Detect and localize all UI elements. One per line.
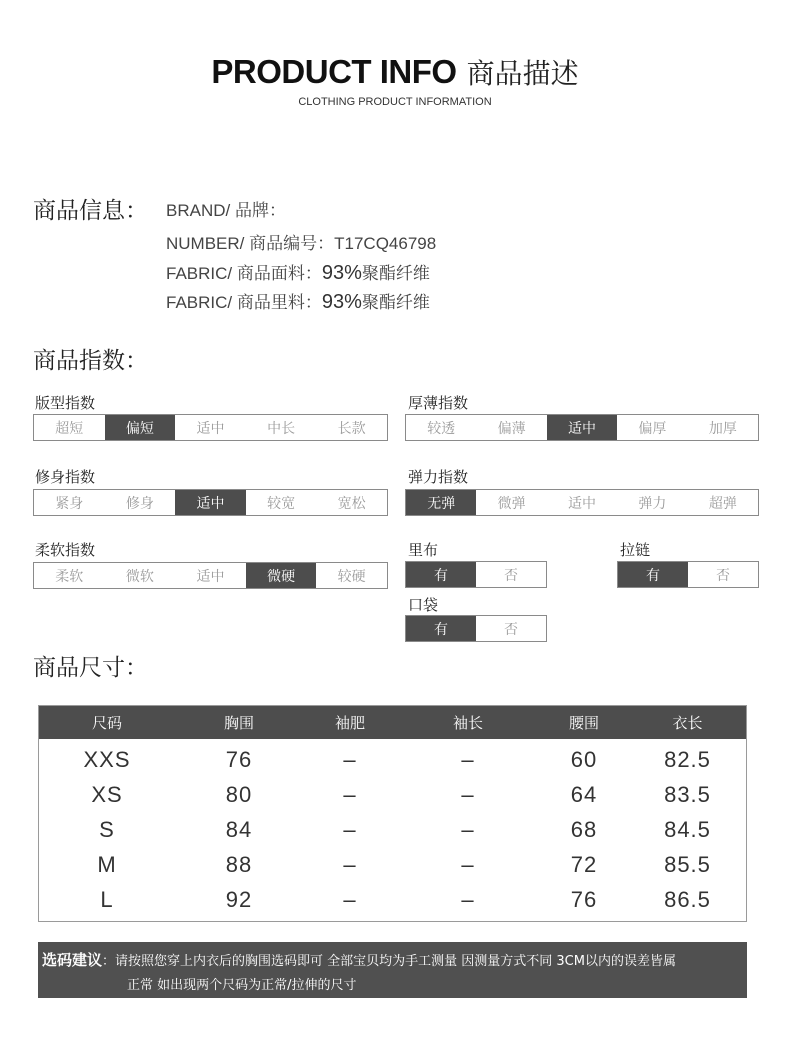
elastic-option: 适中 <box>568 495 597 512</box>
table-cell: – <box>461 746 475 772</box>
elastic-option: 微弹 <box>497 495 526 512</box>
thickness-option: 偏厚 <box>638 420 667 437</box>
sizes-title: 商品尺寸： <box>33 655 148 681</box>
table-cell: – <box>461 781 475 807</box>
table-cell: 80 <box>225 781 253 807</box>
lining-percent: 93% <box>321 291 362 313</box>
table-cell: – <box>343 781 357 807</box>
elastic-option: 超弹 <box>708 495 737 512</box>
table-cell: – <box>461 851 475 877</box>
zipper-option: 否 <box>716 567 730 584</box>
product-info-title: 商品信息： <box>33 198 148 224</box>
size-advice-box <box>38 942 747 998</box>
table-cell: 76 <box>225 746 253 772</box>
table-cell: 88 <box>225 851 253 877</box>
lining-label: FABRIC/ 商品里料： <box>166 293 322 312</box>
table-cell: 83.5 <box>664 781 711 807</box>
slim-index-label: 修身指数 <box>35 468 96 486</box>
column-header: 袖肥 <box>334 714 365 732</box>
fit-option: 偏短 <box>105 415 176 440</box>
table-cell: – <box>343 851 357 877</box>
table-cell: – <box>343 886 357 912</box>
brand-label: BRAND/ 品牌： <box>166 201 286 220</box>
lining-value: 聚酯纤维 <box>361 293 430 312</box>
column-header: 衣长 <box>672 714 703 732</box>
softness-option: 较硬 <box>337 568 366 585</box>
thickness-option: 偏薄 <box>497 420 526 437</box>
indices-title: 商品指数： <box>33 348 148 374</box>
number-line <box>166 229 436 254</box>
title-en: PRODUCT INFO <box>211 53 457 90</box>
softness-index-label: 柔软指数 <box>35 541 96 559</box>
thickness-option: 较透 <box>427 420 456 437</box>
zipper-option: 有 <box>618 562 688 587</box>
fabric-line <box>166 259 430 285</box>
softness-option: 适中 <box>196 568 225 585</box>
elastic-option: 无弹 <box>406 490 476 515</box>
table-cell: 86.5 <box>664 886 711 912</box>
fit-index-bar <box>33 414 388 441</box>
table-cell: – <box>461 886 475 912</box>
table-cell: 68 <box>570 816 598 842</box>
slim-option: 较宽 <box>267 495 296 512</box>
pocket-option: 否 <box>504 621 518 638</box>
slim-option: 适中 <box>175 490 246 515</box>
page-subtitle: CLOTHING PRODUCT INFORMATION <box>298 96 492 108</box>
elastic-index-label: 弹力指数 <box>408 468 469 486</box>
lining-index-label: 里布 <box>408 541 439 559</box>
slim-option: 宽松 <box>337 495 366 512</box>
slim-option: 修身 <box>125 495 154 512</box>
table-row <box>39 812 746 847</box>
fit-option: 长款 <box>337 420 366 437</box>
table-row <box>39 777 746 812</box>
column-header: 胸围 <box>223 714 254 732</box>
lining-option: 有 <box>406 562 476 587</box>
pocket-index-bar <box>405 615 547 642</box>
column-header: 尺码 <box>91 714 122 732</box>
slim-option: 紧身 <box>55 495 84 512</box>
fabric-percent: 93% <box>321 262 362 284</box>
softness-option: 柔软 <box>55 568 84 585</box>
table-cell: – <box>461 816 475 842</box>
table-cell: – <box>343 746 357 772</box>
fabric-label: FABRIC/ 商品面料： <box>166 264 322 283</box>
thickness-index-bar <box>405 414 759 441</box>
softness-option: 微硬 <box>246 563 317 588</box>
table-cell: 60 <box>570 746 598 772</box>
brand-line <box>166 196 286 221</box>
table-cell: 84.5 <box>664 816 711 842</box>
lining-line <box>166 288 430 314</box>
table-row <box>39 882 746 917</box>
pocket-option: 有 <box>406 616 476 641</box>
title-cn: 商品描述 <box>466 57 579 90</box>
table-cell: 72 <box>570 851 598 877</box>
elastic-option: 弹力 <box>638 495 667 512</box>
pocket-index-label: 口袋 <box>408 596 439 614</box>
size-table <box>38 705 747 922</box>
column-header: 袖长 <box>452 714 483 732</box>
table-cell: 82.5 <box>664 746 711 772</box>
table-cell: 92 <box>225 886 253 912</box>
fit-option: 超短 <box>55 420 84 437</box>
softness-index-bar <box>33 562 388 589</box>
lining-index-bar <box>405 561 547 588</box>
softness-option: 微软 <box>125 568 154 585</box>
table-row <box>39 847 746 882</box>
slim-index-bar <box>33 489 388 516</box>
size-advice-text-1: ：请按照您穿上内衣后的胸围选码即可 全部宝贝均为手工测量 因测量方式不同 3CM以内的误差皆属 <box>102 954 676 969</box>
table-cell: XS <box>91 781 123 807</box>
fabric-value: 聚酯纤维 <box>361 264 430 283</box>
column-header: 腰围 <box>568 714 599 732</box>
fit-index-label: 版型指数 <box>35 394 96 412</box>
table-cell: 64 <box>570 781 598 807</box>
lining-option: 否 <box>504 567 518 584</box>
fit-option: 中长 <box>267 420 296 437</box>
size-advice-line-1 <box>42 949 676 970</box>
size-advice-text-2: 正常 如出现两个尺码为正常/拉伸的尺寸 <box>127 978 357 993</box>
zipper-index-bar <box>617 561 759 588</box>
fit-option: 适中 <box>196 420 225 437</box>
table-cell: 76 <box>570 886 598 912</box>
zipper-index-label: 拉链 <box>620 541 651 559</box>
table-cell: L <box>100 886 114 912</box>
thickness-option: 加厚 <box>708 420 737 437</box>
size-table-header <box>39 706 746 739</box>
table-cell: S <box>99 816 115 842</box>
page-title <box>0 52 790 92</box>
table-cell: – <box>343 816 357 842</box>
size-advice-label: 选码建议 <box>42 951 103 969</box>
number-label: NUMBER/ 商品编号： <box>166 234 335 253</box>
table-cell: 85.5 <box>664 851 711 877</box>
table-cell: M <box>97 851 117 877</box>
table-cell: 84 <box>225 816 253 842</box>
number-value: T17CQ46798 <box>334 234 437 253</box>
thickness-option: 适中 <box>547 415 617 440</box>
table-row <box>39 742 746 777</box>
table-cell: XXS <box>83 746 131 772</box>
thickness-index-label: 厚薄指数 <box>408 394 469 412</box>
elastic-index-bar <box>405 489 759 516</box>
